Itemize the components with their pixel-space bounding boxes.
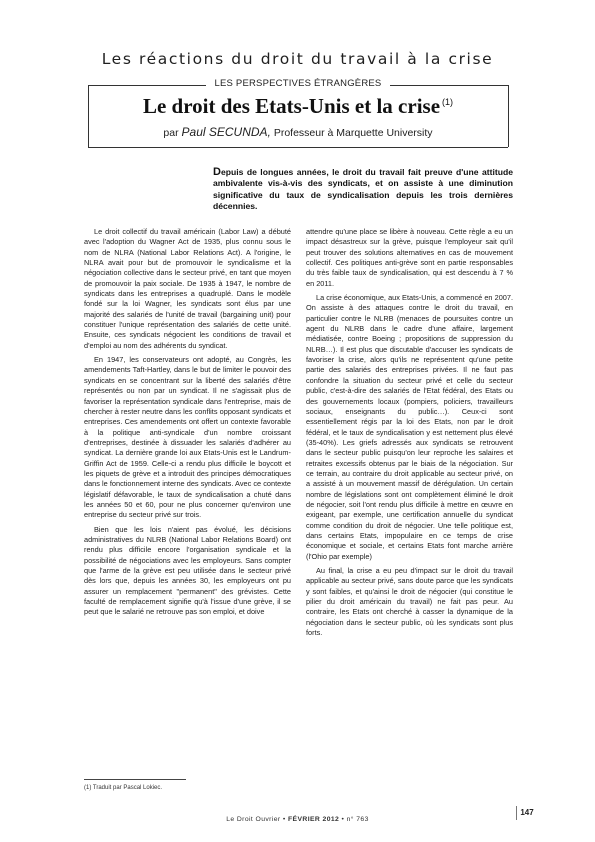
footer-separator: • [341, 816, 345, 823]
rubric-label: LES PERSPECTIVES ÉTRANGÈRES [214, 78, 382, 89]
paragraph: Le droit collectif du travail américain (Labor Law) a débuté avec l'adoption du Wagner Act de 1935, plus connu sous le nom de NLRA (National Labor Relations Act). A l'origine, le NLRA avait pour but de promouvoir le syndicalisme et la négociation collective dans le secteur privé, en tant que moyen de promouvoir la paix sociale. De 1935 à 1947, le nombre de syndicats dans les entreprises a quadruplé. Dans le modèle fondé sur la loi Wagner, les syndicats sont élus par une majorité des salariés de l'unité de travail (bargaining unit) pour constituer l'unique représentation des salariés de cette unité. Ensuite, ces syndicats négocient les conditions de travail et d'emploi au nom des adhérents du syndicat. [84, 227, 291, 350]
paragraph: Bien que les lois n'aient pas évolué, les décisions administratives du NLRB (National Labor Relations Board) ont rendu plus difficile encore l'organisation syndicale et la possibilité de négociations avec les employeurs. Sans compter que l'arme de la grève est peu utilisée dans le secteur privé dès lors que, depuis les années 30, les employeurs ont pu assurer un remplacement "permanent" des grévistes. Cette faculté de remplacement signifie qu'à l'issue d'une grève, il se peut que le salarié ne retrouve pas son emploi, et doive [84, 524, 291, 617]
page-number: 147 [516, 806, 536, 820]
author-affiliation: Professeur à Marquette University [273, 127, 433, 139]
title-frame-bottom [88, 147, 508, 148]
paragraph: En 1947, les conservateurs ont adopté, au Congrès, les amendements Taft-Hartley, dans le but de limiter le pouvoir des syndicats en se concentrant sur la liberté des salariés d'être représentés ou non par un syndicat. Il ne s'agissait plus de favoriser la représentation syndicale dans l'entreprise, mais de chercher à rester neutre dans les conflits opposant syndicats et entreprises. Ces amendements ont offert un contexte favorable à la politique anti-syndicale d'un nombre croissant d'entreprises, destinée à dissuader les salariés d'adhérer au syndicat. La dernière grande loi aux Etats-Unis est le Landrum-Griffin Act de 1959. Celle-ci a rendu plus difficile le boycott et les piquets de grève et a introduit des principes démocratiques dans le fonctionnement interne des syndicats. Avec ce contexte législatif défavorable, le taux de syndicalisation a chuté dans les années 50 et 60, pour ne plus concerner qu'environ une entreprise du secteur privé sur trois. [84, 355, 291, 520]
paragraph: attendre qu'une place se libère à nouveau. Cette règle a eu un impact désastreux sur la grève, puisque l'employeur sait qu'il peut trouver des solutions alternatives en cas de mouvement collectif. Ces politiques anti-grève sont en partie responsables du très faible taux de syndicalisation, qui est descendu à 7 % en 2011. [306, 227, 513, 288]
body-column-left [84, 227, 291, 622]
article-title-text: Le droit des Etats-Unis et la crise [142, 94, 441, 118]
issue-number: n° 763 [346, 816, 369, 823]
issue-date: FÉVRIER 2012 [287, 816, 340, 823]
journal-name: Le Droit Ouvrier [226, 816, 281, 823]
title-frame-right [508, 85, 509, 147]
byline [88, 125, 508, 139]
author-name: Paul SECUNDA, [181, 125, 271, 139]
paragraph: Au final, la crise a eu peu d'impact sur le droit du travail applicable au secteur privé, sans doute parce que les syndicats y sont faibles, et qu'ainsi le droit de négocier (qui constitue le pilier du droit américain du travail) ne fait pas peur. Au contraire, les Etats ont cherché à casser la dynamique de la négociation dans le secteur public, où les syndicats sont plus forts. [306, 566, 513, 638]
rubric-rule-left [88, 85, 206, 86]
lead-dropcap: D [213, 166, 221, 178]
footnote-rule [84, 779, 186, 780]
paragraph: La crise économique, aux Etats-Unis, a commencé en 2007. On assiste à des attaques contre le droit du travail, en particulier contre le NLRB (menaces de poursuites contre un agent du NLRB dans le cadre d'une affaire, largement médiatisée, contre Boeing ; propositions de suppression du NLRB…). Il est plus que discutable d'accuser les syndicats de favoriser la crise, alors qu'ils ne représentent qu'une petite partie des salariés des entreprises privées. Il ne faut pas confondre la situation du secteur privé et celle du secteur public, c'est-à-dire des salariés de l'Etat fédéral, des Etats ou des gouvernements locaux (pompiers, policiers, travailleurs sociaux, enseignants du public…). Ceux-ci sont essentiellement régis par la loi des Etats, non par le droit fédéral, et le taux de syndicalisation y est nettement plus élevé (35-40%). Les griefs adressés aux syndicats se retrouvent dans le secteur public puisqu'on leur reproche les salaires et retraites excessifs obtenus par le biais de la négociation. Sur ce terrain, au contraire du droit applicable au secteur privé, on a assisté à un mouvement massif de dérégulation. Un certain nombre de législations sont ont complètement éliminé le droit de négocier, soit l'ont rendu plus difficile à mettre en œuvre en exigeant, par exemple, une certification annuelle du syndicat comme condition du droit de négocier. Une telle politique est, dans certains Etats, impopulaire en ce temps de crise économique et sociale, et certains Etats font marche arrière (l'Ohio par exemple) [306, 293, 513, 561]
lead-text: epuis de longues années, le droit du travail fait preuve d'une attitude ambivalente vis-à-vis des syndicats, et on assiste à une diminution significative du taux de syndicalisation depuis les trois dernières décennies. [213, 167, 513, 212]
footer-separator: • [282, 816, 286, 823]
lead-paragraph [213, 167, 513, 213]
footnote: (1) Traduit par Pascal Lokiec. [84, 785, 163, 791]
title-footnote-ref[interactable]: (1) [442, 97, 454, 107]
series-title: Les réactions du droit du travail à la crise [101, 50, 494, 68]
page-footer [0, 816, 595, 823]
article-title [88, 94, 508, 119]
byline-prefix: par [163, 127, 179, 139]
rubric-rule-right [390, 85, 508, 86]
body-column-right [306, 227, 513, 642]
